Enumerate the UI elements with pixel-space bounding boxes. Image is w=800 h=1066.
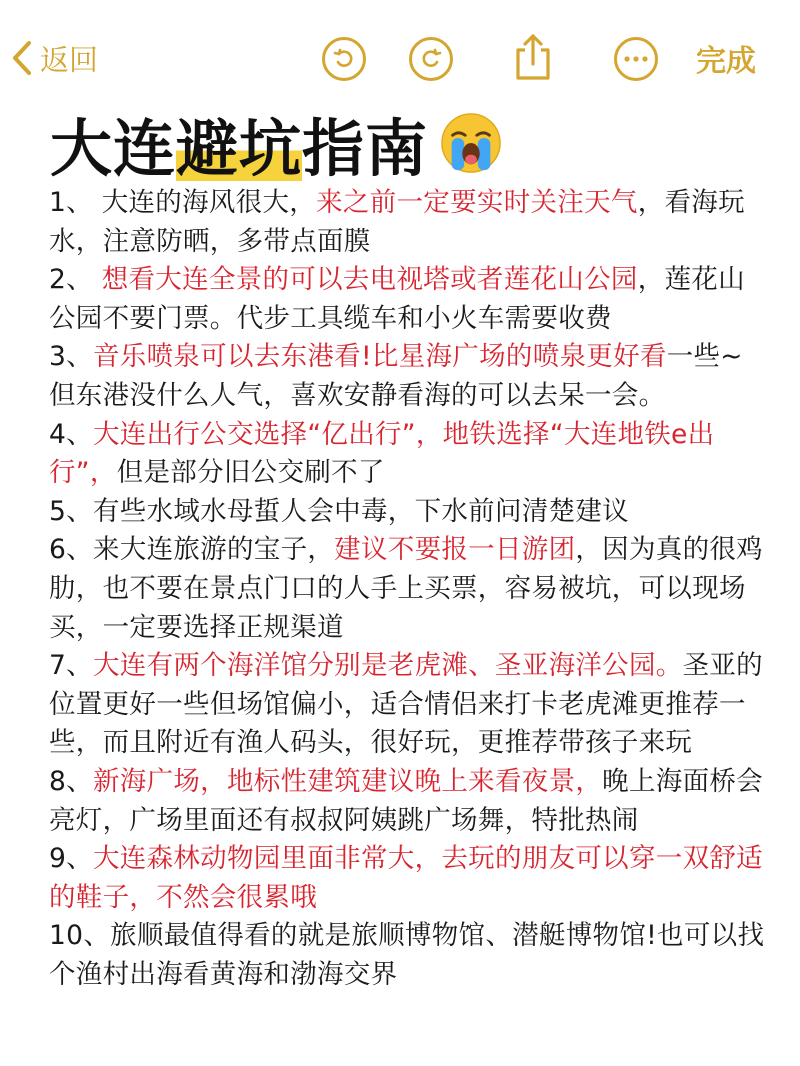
item-red: 大连森林动物园里面非常大，去玩的朋友可以穿一双舒适的鞋子，不然会很累哦 xyxy=(49,843,763,913)
list-item xyxy=(49,261,769,338)
item-post: ，看海玩水，注意防晒，多带点面膜 xyxy=(49,187,745,257)
list-item xyxy=(49,531,769,647)
item-red: 大连有两个海洋馆分别是老虎滩、圣亚海洋公园。 xyxy=(92,650,683,682)
chevron-left-icon xyxy=(10,40,34,76)
title-part-2: 指南 xyxy=(302,111,429,185)
done-label: 完成 xyxy=(696,44,756,79)
item-pre: 大连的海风很大， xyxy=(101,187,317,218)
undo-icon xyxy=(332,47,356,71)
item-red: 新海广场，地标性建筑建议晚上来看夜景， xyxy=(92,765,603,797)
item-pre: 来大连旅游的宝子， xyxy=(92,534,335,566)
item-red: 大连出行公交选择“亿出行”，地铁选择“大连地铁e出行”， xyxy=(49,418,715,489)
item-num: 8、 xyxy=(49,765,93,797)
item-post: 一些~但东港没什么人气，喜欢安静看海的可以去呆一会。 xyxy=(49,341,743,411)
list-item xyxy=(49,184,769,261)
item-red: 想看大连全景的可以去电视塔或者莲花山公园 xyxy=(101,264,638,296)
item-post: ，莲花山公园不要门票。代步工具缆车和小火车需要收费 xyxy=(49,264,745,334)
crying-face-icon xyxy=(440,112,502,174)
item-post: ，因为真的很鸡肋，也不要在景点门口的人手上买票，容易被坑，可以现场买，一定要选择正规渠道 xyxy=(49,534,763,643)
item-num: 10、 xyxy=(49,920,111,952)
item-post: 圣亚的位置更好一些但场馆偏小，适合情侣来打卡老虎滩更推荐一些，而且附近有渔人码头，很好玩，更推荐带孩子来玩 xyxy=(49,650,763,759)
more-icon xyxy=(623,55,649,63)
item-num: 6、 xyxy=(49,534,93,566)
page-title xyxy=(50,104,502,185)
item-num: 4、 xyxy=(49,418,93,450)
redo-icon xyxy=(419,47,443,71)
list-item xyxy=(49,917,769,994)
item-num: 1、 xyxy=(49,187,102,218)
list-item xyxy=(49,493,769,532)
item-red: 来之前一定要实时关注天气 xyxy=(316,187,638,218)
item-num: 5、 xyxy=(49,495,93,527)
tips-list xyxy=(49,184,769,994)
item-num: 9、 xyxy=(49,843,93,875)
undo-button[interactable] xyxy=(322,37,366,81)
redo-button[interactable] xyxy=(409,37,453,81)
item-post: 晚上海面桥会亮灯，广场里面还有叔叔阿姨跳广场舞，特批热闹 xyxy=(49,765,763,836)
item-red: 建议不要报一日游团 xyxy=(334,534,576,566)
list-item xyxy=(49,338,769,415)
list-item xyxy=(49,763,769,840)
title-part-1: 大连 xyxy=(50,111,177,185)
title-highlight: 避坑 xyxy=(176,99,302,188)
list-item xyxy=(49,647,769,763)
share-button[interactable] xyxy=(512,32,554,82)
done-button[interactable] xyxy=(696,36,756,80)
share-icon xyxy=(513,32,553,82)
item-pre: 旅顺最值得看的就是旅顺博物馆、潜艇博物馆!也可以找个渔村出海看黄海和渤海交界 xyxy=(49,920,765,990)
item-red: 音乐喷泉可以去东港看!比星海广场的喷泉更好看 xyxy=(92,341,667,373)
toolbar xyxy=(0,0,800,110)
back-button[interactable] xyxy=(10,36,98,80)
item-num: 7、 xyxy=(49,650,93,682)
more-button[interactable] xyxy=(614,37,658,81)
item-pre: 有些水域水母蜇人会中毒，下水前问清楚建议 xyxy=(92,495,629,527)
back-label: 返回 xyxy=(40,42,99,77)
list-item xyxy=(49,840,769,917)
item-post: 但是部分旧公交刷不了 xyxy=(116,457,385,489)
item-num: 3、 xyxy=(49,341,93,373)
list-item xyxy=(49,416,769,493)
item-num: 2、 xyxy=(49,264,102,296)
